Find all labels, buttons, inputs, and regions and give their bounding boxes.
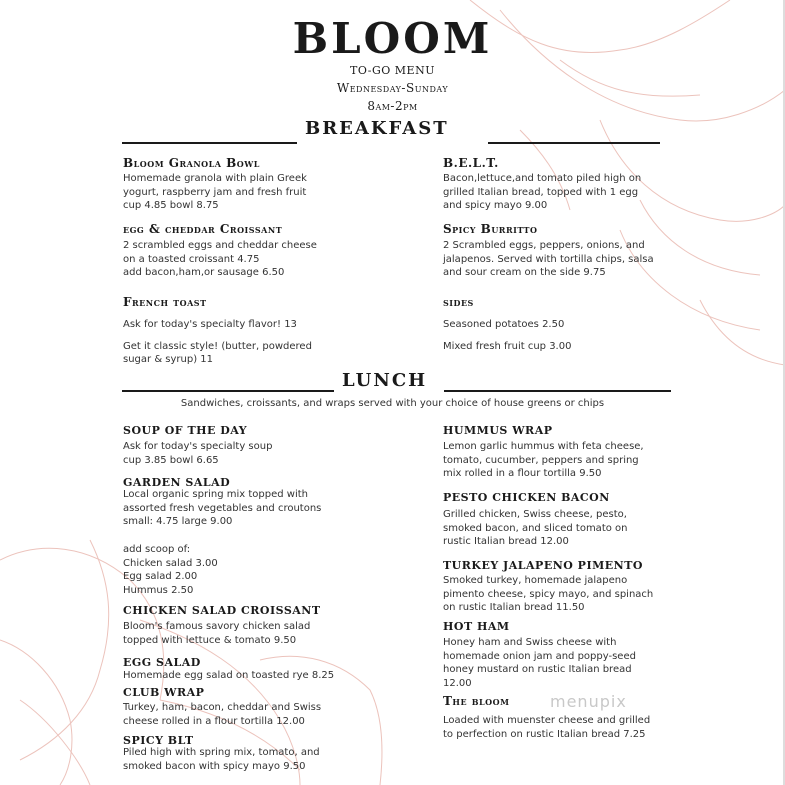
item-title: CLUB WRAP [123,686,205,699]
lunch-note: Sandwiches, croissants, and wraps served with your choice of house greens or chips [180,398,605,409]
item-description: Smoked turkey, homemade jalapeno pimento cheese, spicy mayo, and spinach on rustic Italian bread 11.50 [443,575,654,613]
days-open: Wednesday-Sunday [336,81,449,95]
item-description: Ask for today's specialty flavor! 13 Get it classic style! (butter, powdered sugar & syrup) 11 [123,319,312,365]
item-title: PESTO CHICKEN BACON [443,491,610,504]
item-title: GARDEN SALAD [123,476,231,489]
item-title: Spicy Burritto [443,222,538,236]
item-description: Turkey, ham, bacon, cheddar and Swiss cheese rolled in a flour tortilla 12.00 [123,702,322,727]
item-description: Seasoned potatoes 2.50 Mixed fresh fruit cup 3.00 [443,319,572,352]
breakfast-heading: BREAKFAST [305,118,449,139]
breakfast-rule-right [488,142,660,144]
lunch-rule-right [444,390,671,392]
item-description: Homemade granola with plain Greek yogurt, raspberry jam and fresh fruit cup 4.85 bowl 8.75 [123,173,307,211]
item-title: SPICY BLT [123,734,194,747]
item-title: CHICKEN SALAD CROISSANT [123,604,321,617]
item-title: B.E.L.T. [443,156,499,170]
item-title: French toast [123,295,207,309]
item-description: Grilled chicken, Swiss cheese, pesto, smoked bacon, and sliced tomato on rustic Italian bread 12.00 [443,509,628,547]
item-title: sides [443,295,474,309]
item-title: SOUP OF THE DAY [123,424,248,437]
item-description: Homemade egg salad on toasted rye 8.25 [123,670,335,681]
menupix-watermark: menupix [550,692,627,711]
item-description: Local organic spring mix topped with assorted fresh vegetables and croutons small: 4.75 large 9.00 [123,489,322,527]
hours-open: 8am-2pm [367,99,418,113]
item-description: 2 Scrambled eggs, peppers, onions, and jalapenos. Served with tortilla chips, salsa and sour cream on the side 9.75 [443,240,654,278]
item-title: egg & cheddar Croissant [123,222,283,236]
lunch-rule-left [122,390,334,392]
breakfast-rule-left [122,142,297,144]
brand-title: BLOOM [292,14,493,63]
item-title: TURKEY JALAPENO PIMENTO [443,559,643,572]
item-description: Lemon garlic hummus with feta cheese, tomato, cucumber, peppers and spring mix rolled in a flour tortilla 9.50 [443,441,644,479]
item-title: HOT HAM [443,620,510,633]
item-description: Bloom's famous savory chicken salad topped with lettuce & tomato 9.50 [123,621,311,646]
item-title: HUMMUS WRAP [443,424,553,437]
item-description: Piled high with spring mix, tomato, and smoked bacon with spicy mayo 9.50 [123,747,320,772]
lunch-heading: LUNCH [342,370,428,391]
menu-subtitle: TO-GO MENU [350,64,435,77]
item-description: Bacon,lettuce,and tomato piled high on grilled Italian bread, topped with 1 egg and spicy mayo 9.00 [443,173,642,211]
item-description: Ask for today's specialty soup cup 3.85 bowl 6.65 [123,441,273,466]
item-title: EGG SALAD [123,656,201,669]
item-title: The bloom [443,694,510,708]
add-on-list: add scoop of: Chicken salad 3.00 Egg salad 2.00 Hummus 2.50 [123,544,218,596]
item-description: 2 scrambled eggs and cheddar cheese on a toasted croissant 4.75 add bacon,ham,or sausage 6.50 [123,240,317,278]
item-description: Loaded with muenster cheese and grilled to perfection on rustic Italian bread 7.25 [443,715,651,740]
item-description: Honey ham and Swiss cheese with homemade onion jam and poppy-seed honey mustard on rustic Italian bread 12.00 [443,637,636,689]
item-title: Bloom Granola Bowl [123,156,260,170]
